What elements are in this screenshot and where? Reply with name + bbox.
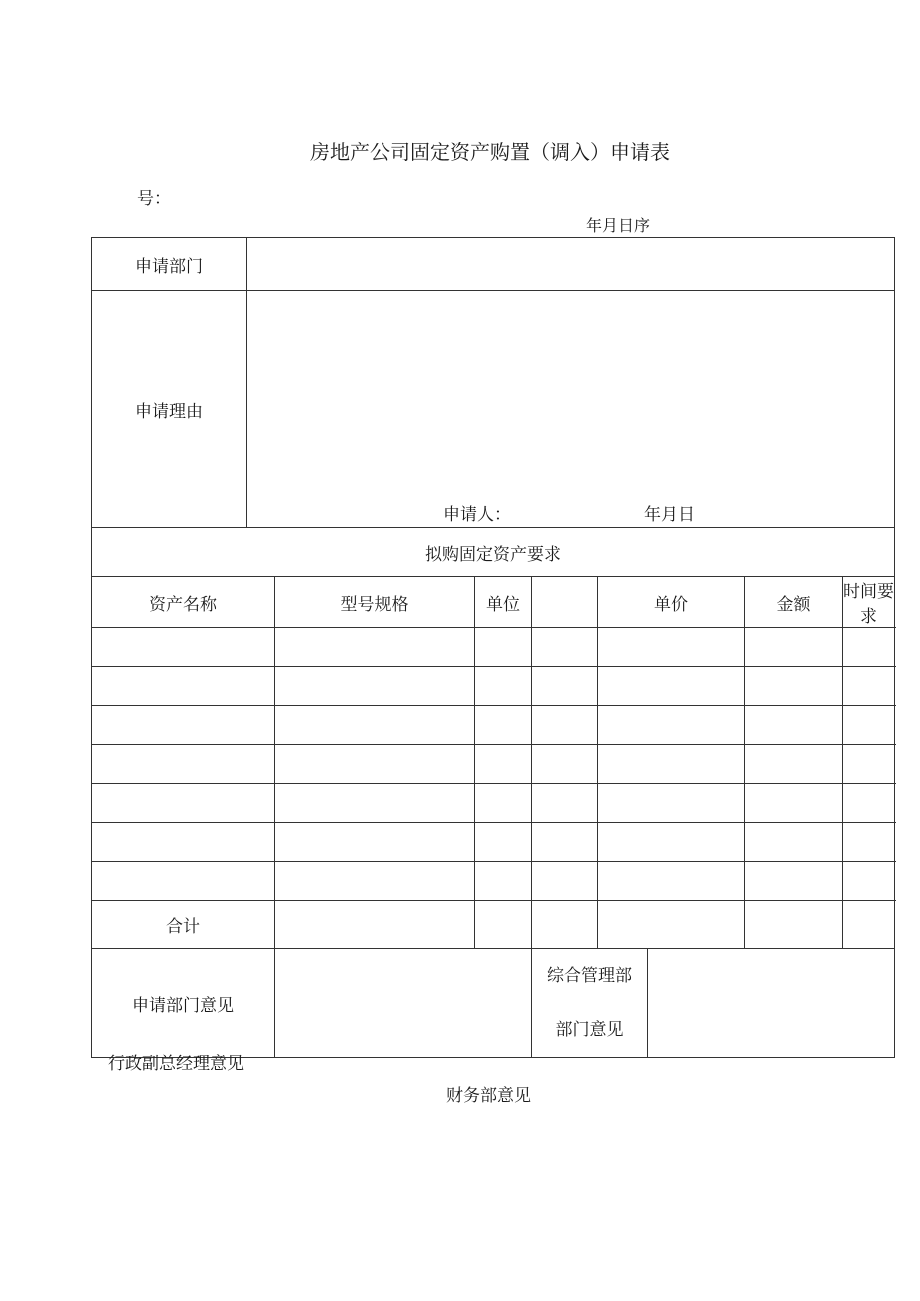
column-header-row bbox=[92, 577, 895, 628]
cell-blank[interactable] bbox=[532, 706, 598, 745]
cell-asset-name[interactable] bbox=[92, 823, 275, 862]
cell-time-requirement[interactable] bbox=[843, 745, 895, 784]
cell-asset-name[interactable] bbox=[92, 706, 275, 745]
cell-time-requirement[interactable] bbox=[843, 823, 895, 862]
cell-unit[interactable] bbox=[475, 667, 532, 706]
admin-opinion-field[interactable] bbox=[648, 949, 895, 1058]
total-amount[interactable] bbox=[745, 901, 843, 949]
section-header: 拟购固定资产要求 bbox=[92, 528, 895, 577]
cell-amount[interactable] bbox=[745, 706, 843, 745]
applicant-date-label: 年月日 bbox=[644, 505, 695, 525]
table-row bbox=[92, 823, 895, 862]
cell-unit-price[interactable] bbox=[598, 862, 745, 901]
reason-field[interactable] bbox=[247, 291, 895, 528]
col-model-spec: 型号规格 bbox=[275, 577, 475, 628]
total-row bbox=[92, 901, 895, 949]
table-row bbox=[92, 784, 895, 823]
cell-blank[interactable] bbox=[532, 745, 598, 784]
total-unit[interactable] bbox=[475, 901, 532, 949]
cell-asset-name[interactable] bbox=[92, 628, 275, 667]
cell-asset-name[interactable] bbox=[92, 784, 275, 823]
cell-unit[interactable] bbox=[475, 745, 532, 784]
cell-model-spec[interactable] bbox=[275, 628, 475, 667]
opinion-row bbox=[92, 949, 895, 1058]
section-header-row bbox=[92, 528, 895, 577]
cell-unit-price[interactable] bbox=[598, 784, 745, 823]
form-date-label: 年月日序 bbox=[586, 216, 651, 235]
cell-unit[interactable] bbox=[475, 784, 532, 823]
cell-time-requirement[interactable] bbox=[843, 706, 895, 745]
cell-time-requirement[interactable] bbox=[843, 667, 895, 706]
table-row bbox=[92, 706, 895, 745]
cell-unit[interactable] bbox=[475, 628, 532, 667]
cell-model-spec[interactable] bbox=[275, 784, 475, 823]
total-time-requirement[interactable] bbox=[843, 901, 895, 949]
cell-asset-name[interactable] bbox=[92, 745, 275, 784]
admin-opinion-label bbox=[532, 949, 648, 1058]
table-row bbox=[92, 862, 895, 901]
admin-opinion-label-line1: 综合管理部 bbox=[547, 966, 632, 986]
cell-amount[interactable] bbox=[745, 667, 843, 706]
total-label: 合计 bbox=[92, 901, 275, 949]
table-row bbox=[92, 628, 895, 667]
cell-blank[interactable] bbox=[532, 628, 598, 667]
cell-blank[interactable] bbox=[532, 667, 598, 706]
cell-blank[interactable] bbox=[532, 862, 598, 901]
page-title: 房地产公司固定资产购置（调入）申请表 bbox=[310, 140, 670, 164]
col-unit: 单位 bbox=[475, 577, 532, 628]
cell-unit-price[interactable] bbox=[598, 706, 745, 745]
cell-time-requirement[interactable] bbox=[843, 628, 895, 667]
dept-row bbox=[92, 238, 895, 291]
reason-label: 申请理由 bbox=[92, 291, 247, 528]
cell-amount[interactable] bbox=[745, 628, 843, 667]
cell-model-spec[interactable] bbox=[275, 667, 475, 706]
cell-blank[interactable] bbox=[532, 823, 598, 862]
cell-time-requirement[interactable] bbox=[843, 862, 895, 901]
table-row bbox=[92, 745, 895, 784]
cell-unit-price[interactable] bbox=[598, 667, 745, 706]
col-asset-name: 资产名称 bbox=[92, 577, 275, 628]
cell-amount[interactable] bbox=[745, 823, 843, 862]
cell-unit[interactable] bbox=[475, 823, 532, 862]
serial-number-label: 号： bbox=[137, 189, 171, 209]
cell-unit-price[interactable] bbox=[598, 745, 745, 784]
applicant-label: 申请人： bbox=[443, 505, 511, 525]
dept-opinion-label: 申请部门意见 bbox=[92, 949, 275, 1058]
total-blank[interactable] bbox=[532, 901, 598, 949]
dept-opinion-field[interactable] bbox=[275, 949, 532, 1058]
total-unit-price[interactable] bbox=[598, 901, 745, 949]
cell-amount[interactable] bbox=[745, 862, 843, 901]
cell-model-spec[interactable] bbox=[275, 823, 475, 862]
admin-opinion-label-line2: 部门意见 bbox=[555, 1020, 624, 1040]
cell-unit[interactable] bbox=[475, 862, 532, 901]
reason-row bbox=[92, 291, 895, 528]
cell-asset-name[interactable] bbox=[92, 667, 275, 706]
cell-unit-price[interactable] bbox=[598, 823, 745, 862]
table-row bbox=[92, 667, 895, 706]
cell-unit[interactable] bbox=[475, 706, 532, 745]
dept-value-field[interactable] bbox=[247, 238, 895, 291]
cell-asset-name[interactable] bbox=[92, 862, 275, 901]
col-time-requirement: 时间要求 bbox=[843, 577, 895, 628]
total-model-spec[interactable] bbox=[275, 901, 475, 949]
col-amount: 金额 bbox=[745, 577, 843, 628]
vp-opinion-label: 行政副总经理意见 bbox=[108, 1054, 244, 1074]
cell-amount[interactable] bbox=[745, 784, 843, 823]
col-blank bbox=[532, 577, 598, 628]
cell-model-spec[interactable] bbox=[275, 862, 475, 901]
application-form-table bbox=[91, 237, 895, 1058]
cell-model-spec[interactable] bbox=[275, 706, 475, 745]
dept-label: 申请部门 bbox=[92, 238, 247, 291]
cell-model-spec[interactable] bbox=[275, 745, 475, 784]
cell-blank[interactable] bbox=[532, 784, 598, 823]
cell-unit-price[interactable] bbox=[598, 628, 745, 667]
cell-amount[interactable] bbox=[745, 745, 843, 784]
cell-time-requirement[interactable] bbox=[843, 784, 895, 823]
col-unit-price: 单价 bbox=[598, 577, 745, 628]
finance-opinion-label: 财务部意见 bbox=[446, 1086, 531, 1106]
